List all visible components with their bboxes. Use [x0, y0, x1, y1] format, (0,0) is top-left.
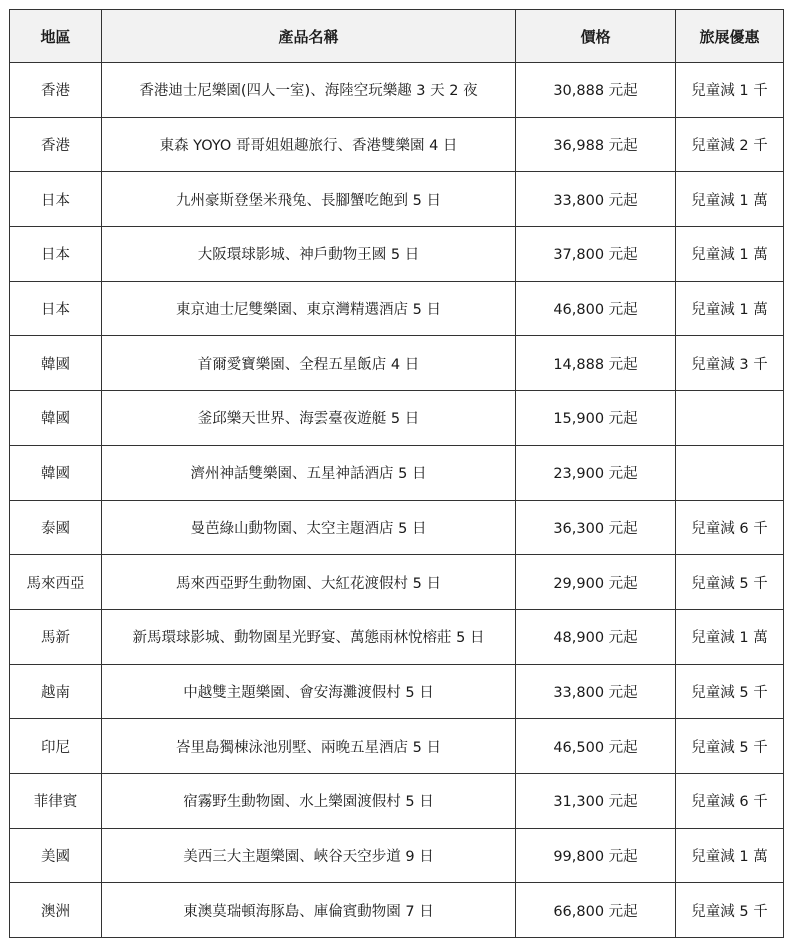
table-row	[10, 391, 784, 446]
header-product: 產品名稱	[102, 10, 516, 63]
cell-price: 36,300 元起	[516, 500, 676, 555]
cell-promo: 兒童減 1 千	[676, 63, 784, 118]
cell-region: 香港	[10, 63, 102, 118]
cell-region: 韓國	[10, 391, 102, 446]
cell-promo: 兒童減 1 萬	[676, 281, 784, 336]
table-row	[10, 555, 784, 610]
travel-fair-price-table	[9, 9, 784, 938]
table-row	[10, 773, 784, 828]
cell-price: 48,900 元起	[516, 609, 676, 664]
table-row	[10, 500, 784, 555]
cell-promo: 兒童減 6 千	[676, 500, 784, 555]
cell-price: 33,800 元起	[516, 172, 676, 227]
cell-region: 馬新	[10, 609, 102, 664]
table-row	[10, 719, 784, 774]
table-row	[10, 172, 784, 227]
cell-product: 新馬環球影城、動物園星光野宴、萬態雨林悅榕莊 5 日	[102, 609, 516, 664]
cell-product: 曼芭綠山動物園、太空主題酒店 5 日	[102, 500, 516, 555]
cell-promo: 兒童減 5 千	[676, 719, 784, 774]
cell-price: 66,800 元起	[516, 883, 676, 938]
table-row	[10, 281, 784, 336]
cell-promo: 兒童減 1 萬	[676, 172, 784, 227]
cell-product: 美西三大主題樂園、峽谷天空步道 9 日	[102, 828, 516, 883]
table-row	[10, 63, 784, 118]
cell-product: 宿霧野生動物園、水上樂園渡假村 5 日	[102, 773, 516, 828]
cell-region: 馬來西亞	[10, 555, 102, 610]
cell-price: 30,888 元起	[516, 63, 676, 118]
cell-region: 日本	[10, 172, 102, 227]
cell-region: 韓國	[10, 336, 102, 391]
travel-fair-table-container	[9, 9, 783, 938]
cell-region: 日本	[10, 227, 102, 282]
cell-price: 46,500 元起	[516, 719, 676, 774]
table-row	[10, 828, 784, 883]
table-header-row	[10, 10, 784, 63]
cell-region: 泰國	[10, 500, 102, 555]
cell-product: 馬來西亞野生動物園、大紅花渡假村 5 日	[102, 555, 516, 610]
cell-region: 香港	[10, 117, 102, 172]
cell-promo: 兒童減 5 千	[676, 664, 784, 719]
cell-product: 九州豪斯登堡米飛兔、長腳蟹吃飽到 5 日	[102, 172, 516, 227]
cell-product: 釜邱樂天世界、海雲臺夜遊艇 5 日	[102, 391, 516, 446]
cell-price: 36,988 元起	[516, 117, 676, 172]
cell-region: 越南	[10, 664, 102, 719]
cell-region: 澳洲	[10, 883, 102, 938]
cell-region: 美國	[10, 828, 102, 883]
table-row	[10, 117, 784, 172]
cell-product: 峇里島獨棟泳池別墅、兩晚五星酒店 5 日	[102, 719, 516, 774]
cell-promo	[676, 445, 784, 500]
table-row	[10, 445, 784, 500]
cell-promo: 兒童減 1 萬	[676, 227, 784, 282]
cell-product: 東京迪士尼雙樂園、東京灣精選酒店 5 日	[102, 281, 516, 336]
cell-product: 濟州神話雙樂園、五星神話酒店 5 日	[102, 445, 516, 500]
cell-promo: 兒童減 1 萬	[676, 609, 784, 664]
cell-product: 首爾愛寶樂園、全程五星飯店 4 日	[102, 336, 516, 391]
cell-price: 23,900 元起	[516, 445, 676, 500]
cell-price: 46,800 元起	[516, 281, 676, 336]
cell-price: 29,900 元起	[516, 555, 676, 610]
cell-product: 中越雙主題樂園、會安海灘渡假村 5 日	[102, 664, 516, 719]
header-region: 地區	[10, 10, 102, 63]
cell-product: 香港迪士尼樂園(四人一室)、海陸空玩樂趣 3 天 2 夜	[102, 63, 516, 118]
cell-product: 大阪環球影城、神戶動物王國 5 日	[102, 227, 516, 282]
cell-promo: 兒童減 3 千	[676, 336, 784, 391]
header-promo: 旅展優惠	[676, 10, 784, 63]
table-row	[10, 609, 784, 664]
table-row	[10, 664, 784, 719]
header-price: 價格	[516, 10, 676, 63]
cell-region: 印尼	[10, 719, 102, 774]
cell-price: 37,800 元起	[516, 227, 676, 282]
table-row	[10, 336, 784, 391]
cell-price: 99,800 元起	[516, 828, 676, 883]
cell-product: 東澳莫瑞頓海豚島、庫倫賓動物園 7 日	[102, 883, 516, 938]
cell-price: 31,300 元起	[516, 773, 676, 828]
table-row	[10, 227, 784, 282]
cell-product: 東森 YOYO 哥哥姐姐趣旅行、香港雙樂園 4 日	[102, 117, 516, 172]
cell-price: 15,900 元起	[516, 391, 676, 446]
cell-region: 日本	[10, 281, 102, 336]
cell-region: 韓國	[10, 445, 102, 500]
cell-promo: 兒童減 2 千	[676, 117, 784, 172]
cell-price: 14,888 元起	[516, 336, 676, 391]
cell-promo	[676, 391, 784, 446]
cell-region: 菲律賓	[10, 773, 102, 828]
table-row	[10, 883, 784, 938]
cell-promo: 兒童減 5 千	[676, 883, 784, 938]
cell-promo: 兒童減 6 千	[676, 773, 784, 828]
cell-promo: 兒童減 5 千	[676, 555, 784, 610]
cell-promo: 兒童減 1 萬	[676, 828, 784, 883]
cell-price: 33,800 元起	[516, 664, 676, 719]
